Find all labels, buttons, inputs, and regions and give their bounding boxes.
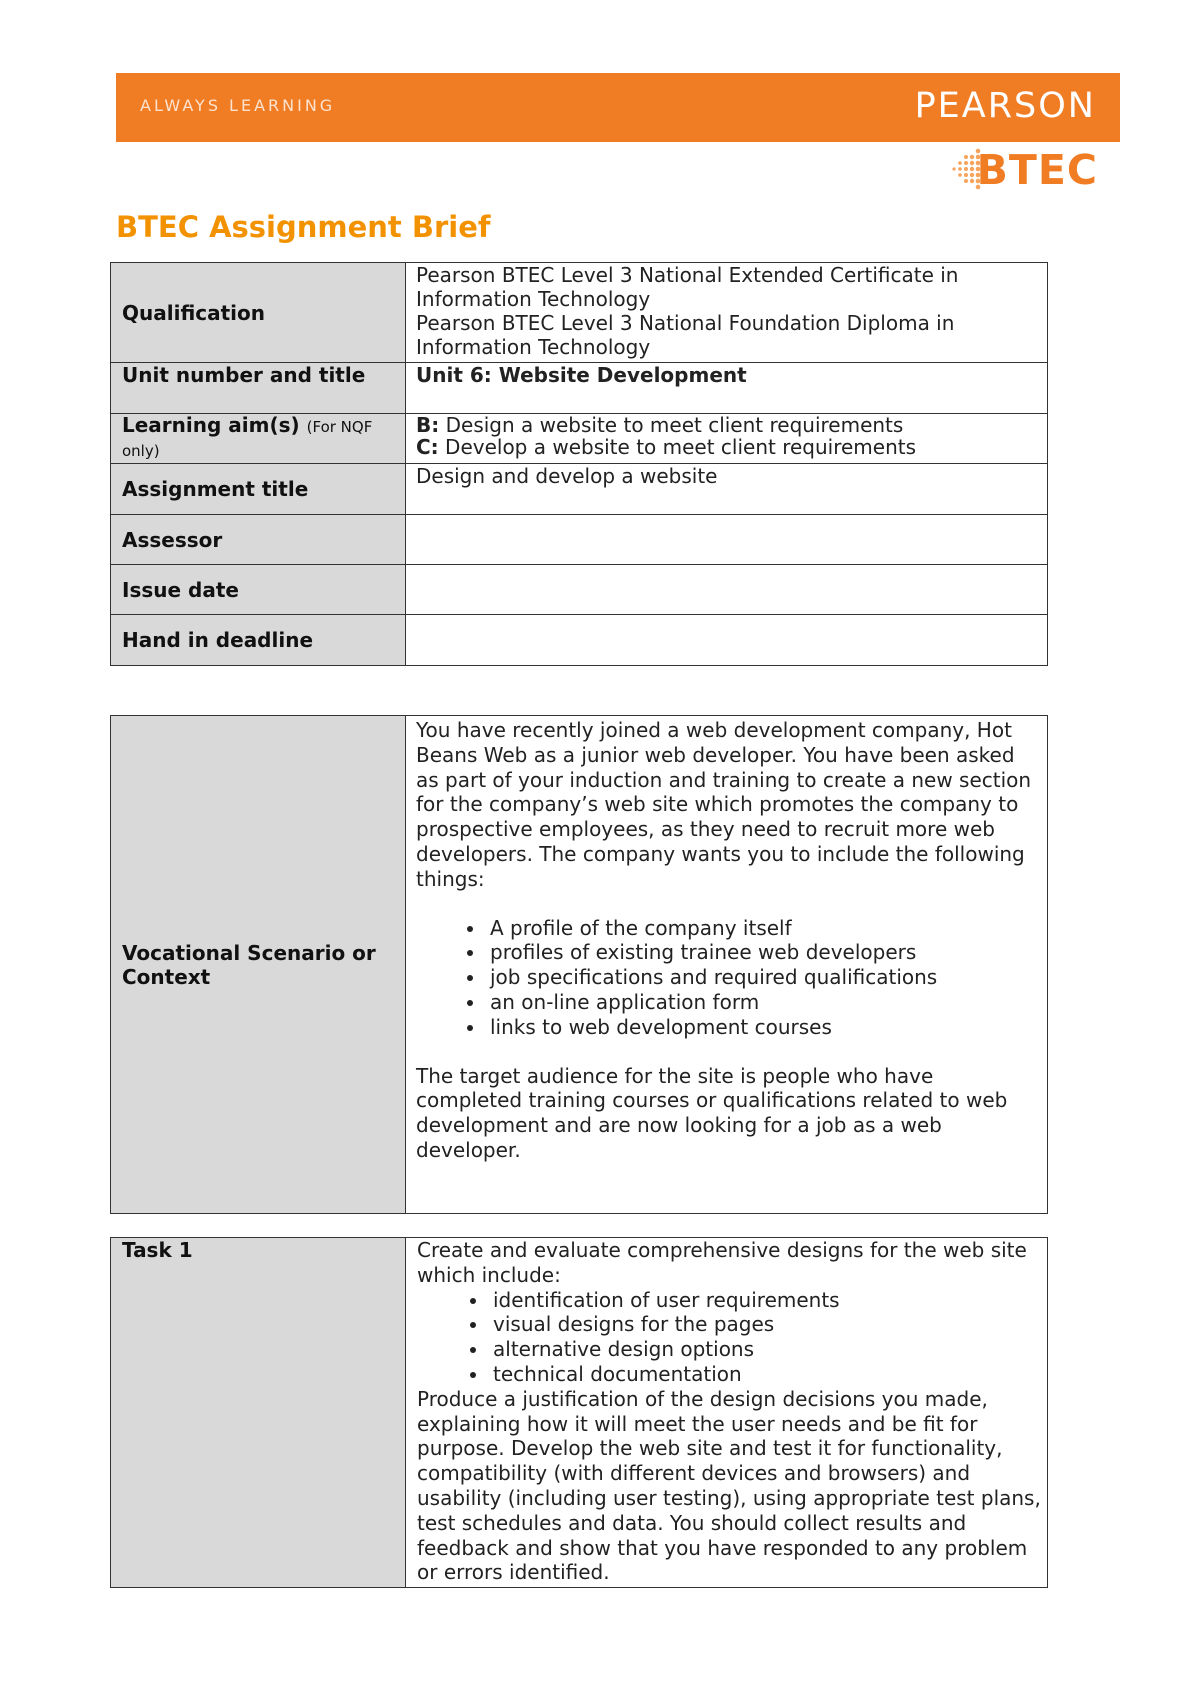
- task1-table: [110, 1237, 1048, 1588]
- task1-label: Task 1: [111, 1238, 406, 1588]
- unit-value: Unit 6: Website Development: [406, 363, 1048, 414]
- learning-aims-label-text: Learning aim(s): [122, 413, 300, 437]
- learning-aims-value: [406, 414, 1048, 464]
- list-item: • technical documentation: [489, 1362, 1041, 1387]
- tagline: ALWAYS LEARNING: [140, 96, 336, 115]
- unit-label: Unit number and title: [111, 363, 406, 414]
- spacer: [416, 892, 1041, 916]
- page-title: BTEC Assignment Brief: [116, 210, 491, 244]
- scenario-list: [416, 916, 1041, 1040]
- qualification-value: [406, 263, 1048, 363]
- spacer: [416, 1040, 1041, 1064]
- table-row: [111, 464, 1048, 515]
- aim-b: [416, 414, 1041, 436]
- scenario-intro: You have recently joined a web development company, Hot Beans Web as a junior web developer. You have been asked as part of your induction and training to create a new section for the company’s web site which promotes the company to prospective employees, as they need to recruit more web developers. The company wants you to include the following things:: [416, 718, 1032, 891]
- aim-b-letter: B:: [416, 413, 440, 437]
- list-item: • links to web development courses: [486, 1015, 1041, 1040]
- table-row: [111, 565, 1048, 615]
- qualification-line: Pearson BTEC Level 3 National Foundation Diploma in Information Technology: [416, 311, 955, 359]
- table-row: [111, 414, 1048, 464]
- task1-list: [417, 1288, 1041, 1387]
- scenario-table: [110, 715, 1048, 1214]
- list-item: • an on-line application form: [486, 990, 1041, 1015]
- assignment-title-value: Design and develop a website: [406, 464, 1048, 515]
- table-row: [111, 615, 1048, 666]
- list-item: • alternative design options: [489, 1337, 1041, 1362]
- scenario-outro: The target audience for the site is people who have completed training courses or qualifications related to web development and are now looking for a job as a web developer.: [416, 1063, 1008, 1162]
- details-table: [110, 262, 1048, 666]
- issue-date-value: [406, 565, 1048, 615]
- qualification-line: Pearson BTEC Level 3 National Extended Certificate in Information Technology: [416, 263, 959, 311]
- aim-c: [416, 436, 1041, 458]
- list-item: • identification of user requirements: [489, 1288, 1041, 1313]
- deadline-value: [406, 615, 1048, 666]
- issue-date-label: Issue date: [111, 565, 406, 615]
- assessor-label: Assessor: [111, 515, 406, 565]
- task1-value: [406, 1238, 1048, 1588]
- learning-aims-note: (For NQF only): [122, 418, 373, 460]
- assessor-value: [406, 515, 1048, 565]
- table-row: [111, 263, 1048, 363]
- list-item: • visual designs for the pages: [489, 1312, 1041, 1337]
- header-banner: [116, 73, 1120, 142]
- assignment-title-label: Assignment title: [111, 464, 406, 515]
- table-row: [111, 716, 1048, 1214]
- table-row: [111, 1238, 1048, 1588]
- aim-b-text: Design a website to meet client requirements: [445, 413, 904, 437]
- aim-c-text: Develop a website to meet client requirements: [445, 435, 917, 459]
- table-row: [111, 363, 1048, 414]
- list-item: • A profile of the company itself: [486, 916, 1041, 941]
- task1-intro: Create and evaluate comprehensive designs for the web site which include:: [417, 1238, 1027, 1287]
- btec-wordmark: BTEC: [976, 146, 1098, 194]
- list-item: • job specifications and required qualifications: [486, 965, 1041, 990]
- btec-logo: [948, 140, 1120, 194]
- scenario-label: Vocational Scenario or Context: [111, 716, 406, 1214]
- aim-c-letter: C:: [416, 435, 439, 459]
- learning-aims-label: [111, 414, 406, 464]
- scenario-value: [406, 716, 1048, 1214]
- list-item: • profiles of existing trainee web developers: [486, 940, 1041, 965]
- task1-body: Produce a justification of the design decisions you made, explaining how it will meet the user needs and be fit for purpose. Develop the web site and test it for functionality, compatibility (with different devices and browsers) and usability (including user testing), using appropriate test plans, test schedules and data. You should collect results and feedback and show that you have responded to any problem or errors identified.: [417, 1386, 1041, 1585]
- qualification-label: Qualification: [111, 263, 406, 363]
- deadline-label: Hand in deadline: [111, 615, 406, 666]
- table-row: [111, 515, 1048, 565]
- pearson-logo: PEARSON: [914, 86, 1096, 126]
